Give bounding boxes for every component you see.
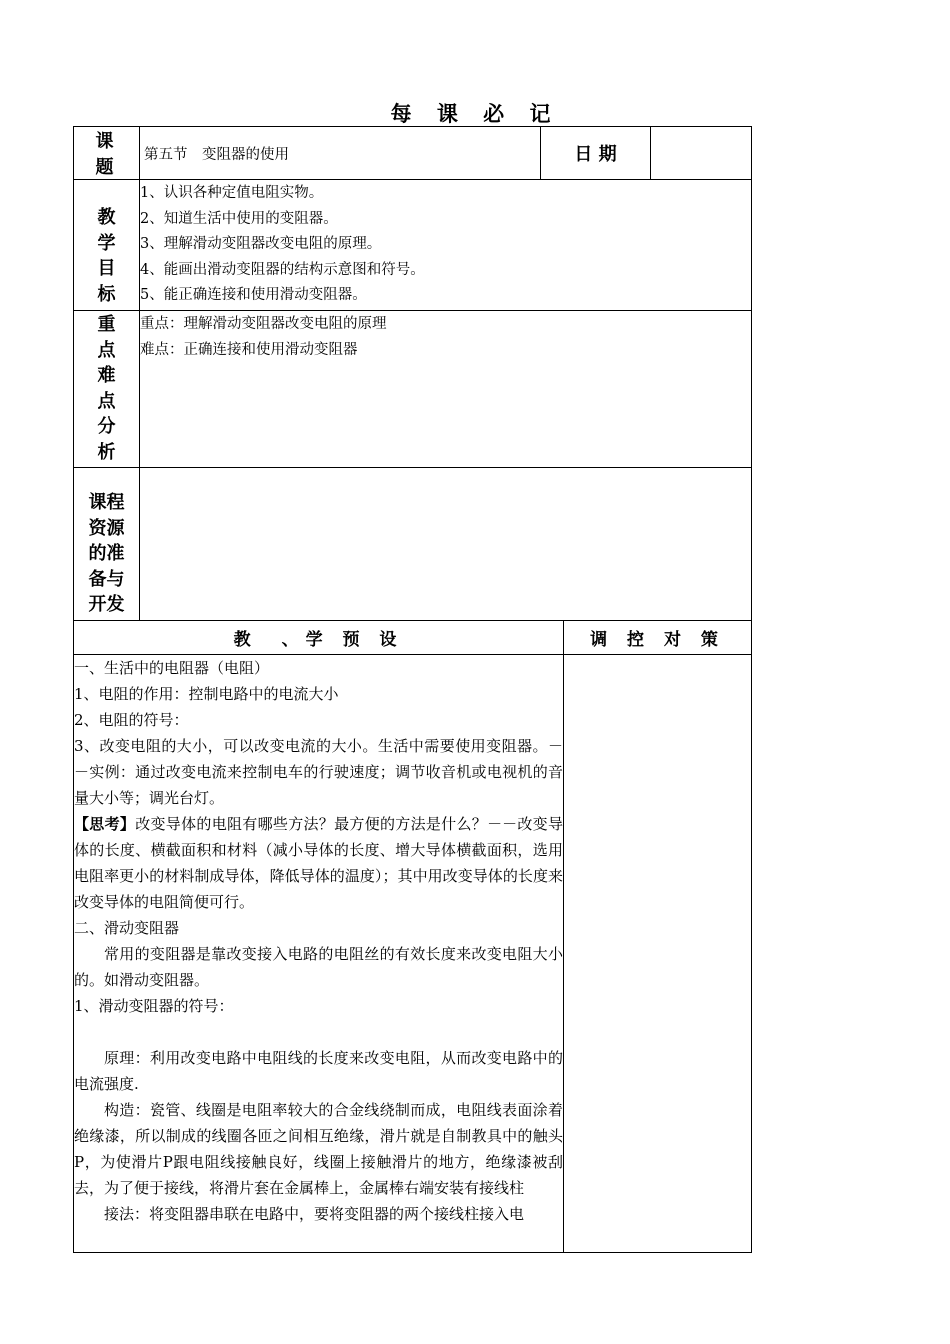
page-title: 每 课 必 记	[390, 102, 560, 126]
content-paragraph: 1、电阻的作用：控制电路中的电流大小	[74, 685, 339, 703]
key-point-item: 重点：理解滑动变阻器改变电阻的原理	[140, 316, 387, 332]
objectives-list	[140, 180, 752, 311]
resources-value	[140, 468, 752, 621]
resources-label: 课程 资源 的准 备与 开发	[74, 468, 140, 621]
objective-item: 4、能画出滑动变阻器的结构示意图和符号。	[140, 261, 425, 278]
content-heading: 一、生活中的电阻器（电阻）	[74, 659, 270, 677]
content-row	[74, 655, 752, 1253]
lesson-plan-table	[73, 126, 752, 1253]
objective-item: 5、能正确连接和使用滑动变阻器。	[140, 287, 367, 303]
objective-item: 2、知道生活中使用的变阻器。	[140, 210, 338, 227]
content-paragraph: 接法：将变阻器串联在电路中，要将变阻器的两个接线柱接入电	[104, 1205, 525, 1223]
content-paragraph: 构造：瓷管、线圈是电阻率较大的合金线绕制而成，电阻线表面涂着绝缘漆，所以制成的线圈各匝之间相互绝缘，滑片就是自制教具中的触头P，为使滑片P跟电阻线接触良好，线圈上接触滑片的地方，绝缘漆被刮去，为了便于接线，将滑片套在金属棒上，金属棒右端安装有接线柱	[74, 1101, 563, 1197]
think-tag: 【思考】	[74, 815, 136, 833]
content-paragraph: 1、滑动变阻器的符号：	[74, 997, 234, 1015]
topic-row	[74, 127, 752, 180]
objectives-row	[74, 180, 752, 311]
teaching-plan-header: 教 、学 预 设	[74, 621, 564, 655]
content-heading: 二、滑动变阻器	[74, 919, 180, 937]
topic-value: 第五节 变阻器的使用	[140, 127, 541, 180]
content-paragraph: 3、改变电阻的大小，可以改变电流的大小。生活中需要使用变阻器。－－实例：通过改变电流来控制电车的行驶速度；调节收音机或电视机的音量大小等；调光台灯。	[74, 737, 563, 807]
objective-item: 3、理解滑动变阻器改变电阻的原理。	[140, 236, 382, 252]
content-paragraph: 2、电阻的符号：	[74, 711, 189, 729]
key-point-item: 难点：正确连接和使用滑动变阻器	[140, 342, 358, 358]
resources-row	[74, 468, 752, 621]
date-label: 日 期	[541, 127, 651, 180]
strategy-header: 调 控 对 策	[564, 621, 752, 655]
key-points-list	[140, 311, 752, 468]
key-points-label: 重 点 难 点 分 析	[74, 311, 140, 468]
content-paragraph: 【思考】改变导体的电阻有哪些方法？最方便的方法是什么？－－改变导体的长度、横截面积和材料（减小导体的长度、增大导体横截面积，选用电阻率更小的材料制成导体，降低导体的温度）；其中用改变导体的长度来改变导体的电阻简便可行。	[74, 815, 563, 911]
section-header-row	[74, 621, 752, 655]
strategy-content	[564, 655, 752, 1253]
content-paragraph: 常用的变阻器是靠改变接入电路的电阻丝的有效长度来改变电阻大小的。如滑动变阻器。	[74, 945, 563, 989]
objectives-label: 教 学 目 标	[74, 180, 140, 311]
objective-item: 1、认识各种定值电阻实物。	[140, 185, 324, 201]
teaching-content	[74, 655, 564, 1253]
topic-label: 课 题	[74, 127, 140, 180]
content-paragraph: 原理：利用改变电路中电阻线的长度来改变电阻，从而改变电路中的电流强度.	[74, 1049, 563, 1093]
date-value	[651, 127, 752, 180]
symbol-space	[74, 1019, 563, 1045]
key-points-row	[74, 311, 752, 468]
